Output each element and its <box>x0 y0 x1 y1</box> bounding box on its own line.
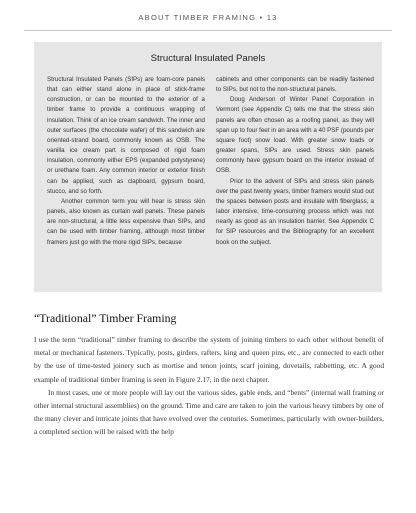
section-heading: “Traditional” Timber Framing <box>34 311 177 325</box>
sidebar-title: Structural Insulated Panels <box>150 53 266 64</box>
sidebar-paragraph: cabinets and other components can be readily fastened to SIPs, but not to the non-structural panels. <box>216 76 374 94</box>
sidebar-left-column <box>47 75 205 248</box>
body-paragraph: In most cases, one or more people will lay out the various sides, gable ends, and “bents” (internal wall framing or other internal structural assemblies) on the ground. Time and care are taken to join the various heavy timbers by one of the many clever and intricate joints that have evolved over the centuries. Sometimes, particularly with owner-builders, a completed section will be raised with the help <box>34 387 384 437</box>
sidebar-paragraph: Doug Anderson of Winter Panel Corporation in Vermont (see Appendix C) tells me that the stress skin panels are often chosen as a roofing panel, as they will span up to four feet in an area with a 40 PSF (pounds per square foot) snow load. With greater snow loads or greater spans, SIPs are used. Stress skin panels commonly have gypsum board on the interior instead of OSB. <box>216 96 374 175</box>
sidebar-paragraph: Prior to the advent of SIPs and stress skin panels over the past twenty years, timber framers would stud out the spaces between posts and insulate with fiberglass, a labor intensive, time-consuming process which was not nearly as good as an insulation barrier. See Appendix C for SIP resources and the Bibliography for an excellent book on the subject. <box>216 177 374 246</box>
sidebar-right-column <box>216 75 374 248</box>
running-head: ABOUT TIMBER FRAMING • 13 <box>138 13 278 22</box>
body-text <box>34 333 384 439</box>
header-rule <box>24 30 392 31</box>
body-paragraph: I use the term “traditional” timber framing to describe the system of joining timbers to each other without benefit of metal or mechanical fasteners. Typically, posts, girders, rafters, king and queen pins, etc., are connected to each other by the use of time-tested joinery such as mortise and tenon joints, scarf joining, dovetails, rabbetting, etc. A good example of traditional timber framing is seen in Figure 2.17, in the next chapter. <box>34 335 384 384</box>
sidebar-paragraph: Structural Insulated Panels (SIPs) are foam-core panels that can either stand alone in place of stick-frame construction, or can be mounted to the exterior of a timber frame to provide a continuous wrapping of insulation. Think of an ice cream sandwich. The inner and outer surfaces (the chocolate wafer) of this sandwich are oriented-strand board, commonly known as OSB. The vanilla ice cream part is composed of rigid foam insulation, commonly either EPS (expanded polystyrene) or urethane foam. Any common interior or exterior finish can be applied, such as clapboard, gypsum board, stucco, and so forth. <box>47 76 205 195</box>
sidebar-box <box>34 42 382 292</box>
sidebar-paragraph: Another common term you will hear is stress skin panels, also known as curtain wall panels. These panels are non-structural, a little less expensive than SIPs, and can be used with timber framing, although most timber framers just go with the more rigid SIPs, because <box>47 197 205 246</box>
